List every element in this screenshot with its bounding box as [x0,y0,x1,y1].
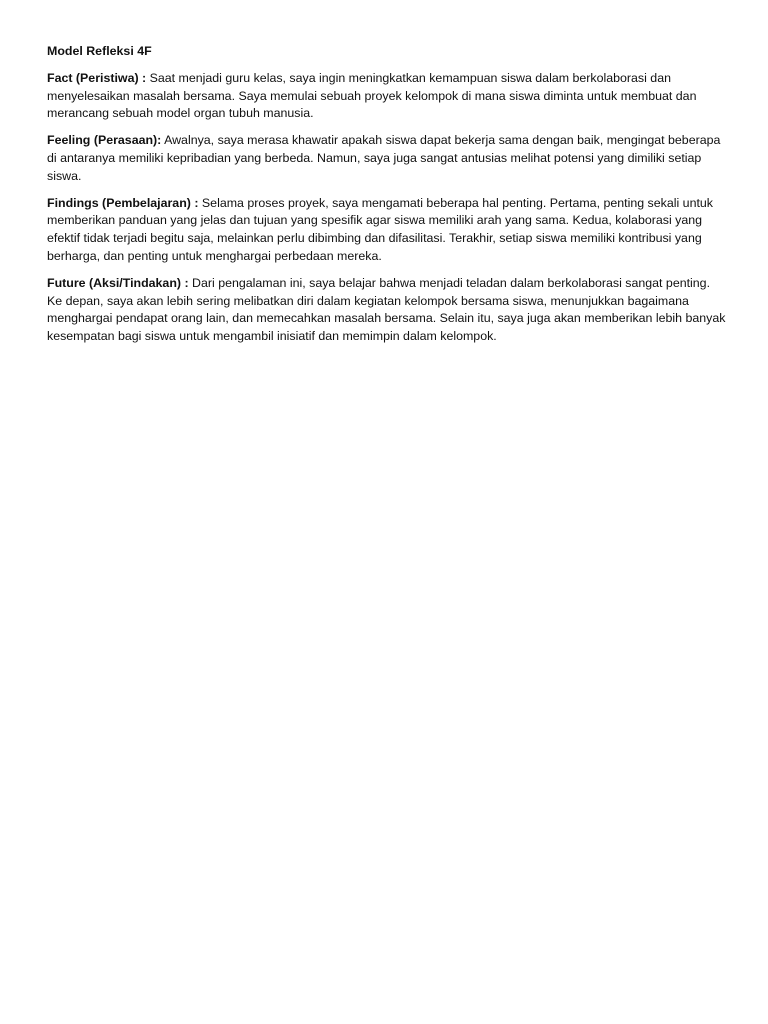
paragraph-label: Fact (Peristiwa) : [47,70,147,85]
paragraph-text: Saat menjadi guru kelas, saya ingin meningkatkan kemampuan siswa dalam berkolaborasi dan menyelesaikan masalah bersama. Saya memulai sebuah proyek kelompok di mana siswa diminta untuk membuat dan merancang sebuah model organ tubuh manusia. [47,70,697,121]
paragraph-label: Future (Aksi/Tindakan) : [47,275,189,290]
document-title: Model Refleksi 4F [47,44,152,58]
paragraph-findings [47,195,727,266]
paragraph-fact [47,70,727,123]
document-body [47,43,727,355]
paragraph-text: Dari pengalaman ini, saya belajar bahwa menjadi teladan dalam berkolaborasi sangat penting. Ke depan, saya akan lebih sering melibatkan diri dalam kegiatan kelompok bersama siswa, menunjukkan bagaimana menghargai pendapat orang lain, dan memecahkan masalah bersama. Selain itu, saya juga akan memberikan lebih banyak kesempatan bagi siswa untuk mengambil inisiatif dan memimpin dalam kelompok. [47,275,726,344]
paragraph-label: Feeling (Perasaan): [47,133,162,148]
paragraph-label: Findings (Pembelajaran) : [47,195,199,210]
paragraph-future [47,275,727,346]
paragraph-text: Awalnya, saya merasa khawatir apakah siswa dapat bekerja sama dengan baik, mengingat beberapa di antaranya memiliki kepribadian yang berbeda. Namun, saya juga sangat antusias melihat potensi yang dimiliki setiap siswa. [47,133,721,183]
paragraph-text: Selama proses proyek, saya mengamati beberapa hal penting. Pertama, penting sekali untuk memberikan panduan yang jelas dan tujuan yang spesifik agar siswa memiliki arah yang sama. Kedua, kolaborasi yang efektif tidak terjadi begitu saja, melainkan perlu dibimbing dan difasilitasi. Terakhir, setiap siswa memiliki kontribusi yang berharga, dan penting untuk menghargai perbedaan mereka. [47,195,713,263]
paragraph-feeling [47,132,727,185]
